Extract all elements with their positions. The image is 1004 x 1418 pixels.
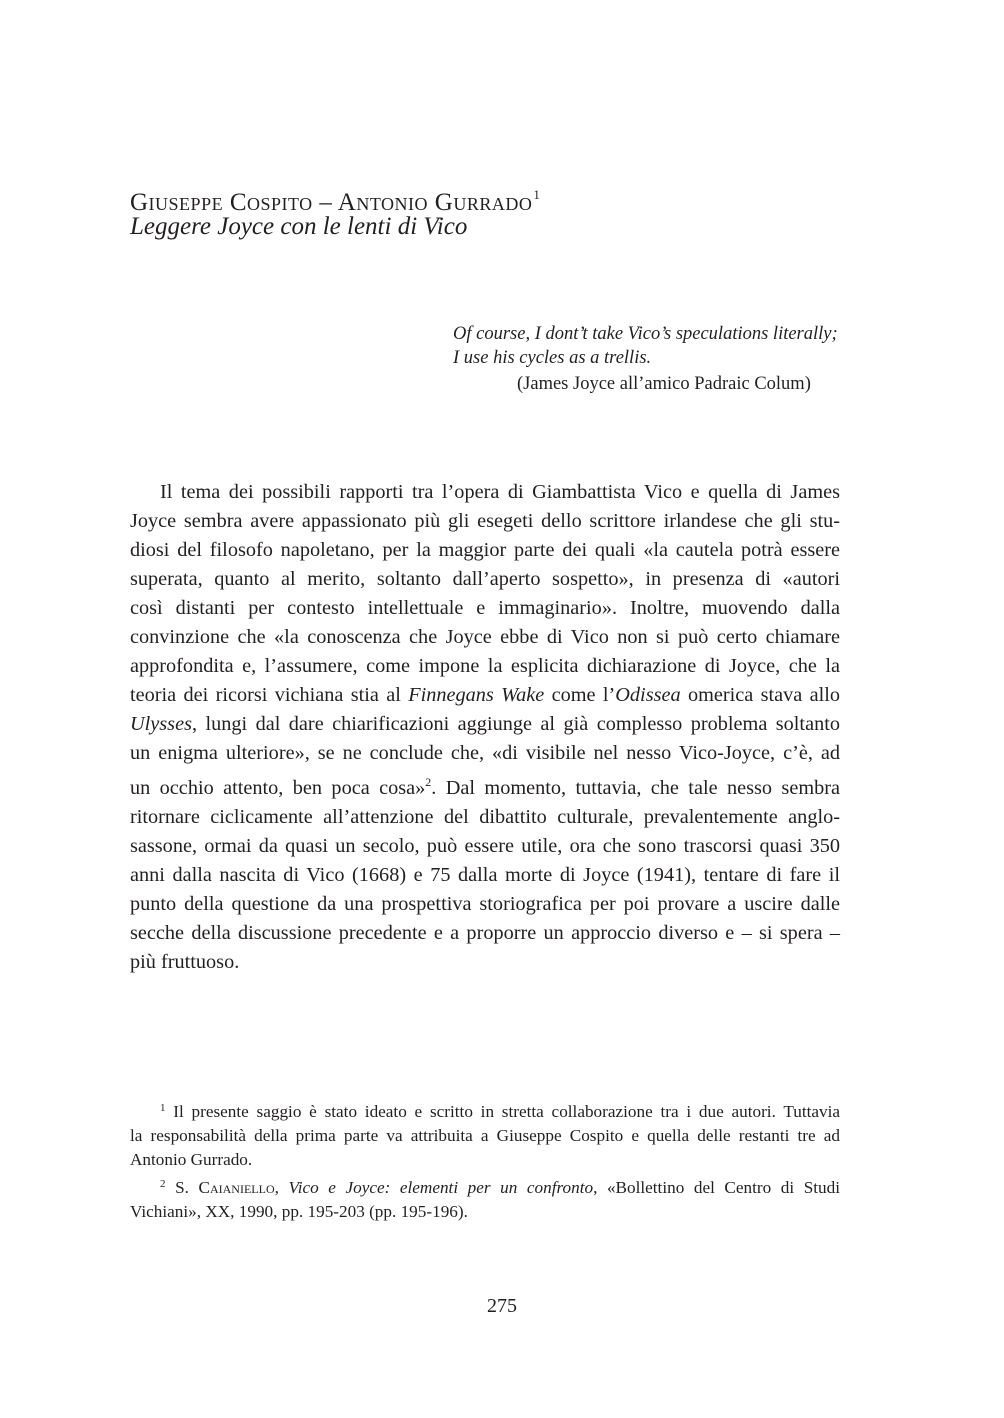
body-line: secche della discussione precedente e a proporre un approccio diverso e – si spera – (130, 922, 840, 944)
body-line: convinzione che «la conoscenza che Joyce ebbe di Vico non si può certo chiamare (130, 626, 840, 648)
epigraph-line-2: I use his cycles as a trellis. (453, 348, 652, 368)
article-title: Leggere Joyce con le lenti di Vico (130, 213, 468, 240)
body-paragraph (130, 478, 840, 977)
authors-text: Giuseppe Cospito – Antonio Gurrado (130, 189, 533, 216)
footnote-1-line: Antonio Gurrado. (130, 1150, 253, 1169)
footnote-ref-2[interactable]: 2 (425, 775, 432, 789)
work-title-odissea: Odissea (615, 684, 681, 706)
footnote-mark-1: 1 (160, 1102, 166, 1114)
body-line: ritornare ciclicamente all’attenzione del dibattito culturale, prevalentemente anglo- (130, 806, 840, 828)
body-line: Ulysses, lungi dal dare chiarificazioni aggiunge al già complesso problema soltanto (130, 713, 840, 735)
body-line: un enigma ulteriore», se ne conclude che, «di visibile nel nesso Vico-Joyce, c’è, ad (130, 742, 840, 764)
body-line: punto della questione da una prospettiva storiografica per poi provare a uscire dalle (130, 893, 840, 915)
footnotes (130, 1096, 840, 1224)
body-line: superata, quanto al merito, soltanto dall’aperto sospetto», in presenza di «autori (130, 568, 840, 590)
cited-title: Vico e Joyce: elementi per un confronto (288, 1178, 594, 1197)
body-line: anni dalla nascita di Vico (1668) e 75 dalla morte di Joyce (1941), tentare di fare il (130, 864, 840, 886)
epigraph (453, 322, 843, 396)
body-line: un occhio attento, ben poca cosa»$^2$. Dal momento, tuttavia, che tale nesso sembra (130, 775, 840, 799)
footnote-2-line: Vichiani», XX, 1990, pp. 195-203 (pp. 195-196). (130, 1202, 468, 1221)
cited-author: Caianiello (198, 1178, 275, 1197)
body-line: teoria dei ricorsi vichiana stia al Finnegans Wake come l’Odissea omerica stava allo (130, 684, 840, 706)
epigraph-line-1: Of course, I dont’t take Vico’s speculations literally; (453, 324, 838, 344)
page-number: 275 (487, 1295, 517, 1317)
body-line: Joyce sembra avere appassionato più gli esegeti dello scrittore irlandese che gli stu- (130, 510, 840, 532)
body-line: più fruttuoso. (130, 951, 240, 973)
epigraph-source: (James Joyce all’amico Padraic Colum) (517, 374, 811, 394)
work-title-ulysses: Ulysses (130, 713, 192, 735)
body-line: approfondita e, l’assumere, come impone la esplicita dichiarazione di Joyce, che la (130, 655, 840, 677)
footnote-1-line: la responsabilità della prima parte va attribuita a Giuseppe Cospito e quella delle restanti tre ad (130, 1126, 840, 1145)
footnote-1: $^1$ Il presente saggio è stato ideato e scritto in stretta collaborazione tra i due autori. Tuttavia (160, 1102, 840, 1121)
body-line: diosi del filosofo napoletano, per la maggior parte dei quali «la cautela potrà essere (130, 539, 840, 561)
body-line: Il tema dei possibili rapporti tra l’opera di Giambattista Vico e quella di James (160, 481, 840, 503)
body-line: così distanti per contesto intellettuale e immaginario». Inoltre, muovendo dalla (130, 597, 840, 619)
work-title-finnegans-wake: Finnegans Wake (408, 684, 545, 706)
body-line: sassone, ormai da quasi un secolo, può essere utile, ora che sono trascorsi quasi 350 (130, 835, 840, 857)
footnote-ref-1[interactable]: 1 (533, 187, 541, 202)
footnote-2: $^2$ S. Caianiello, Vico e Joyce: elementi per un confronto, «Bollettino del Centro di Studi (160, 1178, 841, 1197)
footnote-mark-2: 2 (160, 1178, 166, 1190)
